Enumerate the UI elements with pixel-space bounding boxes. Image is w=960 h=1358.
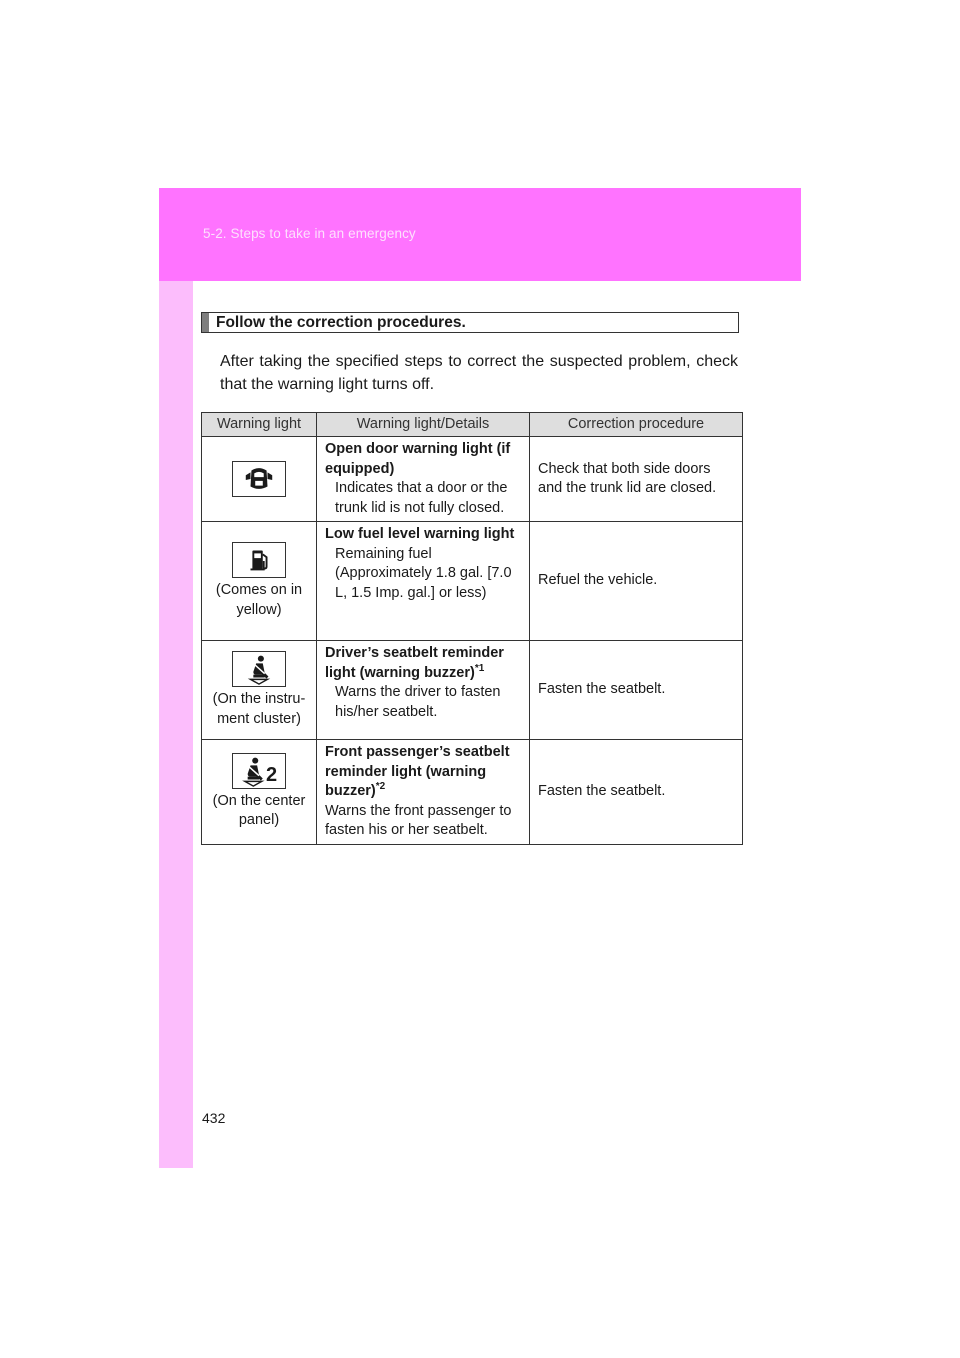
correction-cell: Fasten the seatbelt. [530, 740, 743, 845]
intro-paragraph: After taking the specified steps to correct the suspected problem, check that the warning light turns off. [220, 353, 738, 393]
correction-cell: Check that both side doors and the trunk lid are closed. [530, 437, 743, 522]
section-title: 5-2. Steps to take in an emergency [203, 226, 416, 241]
warning-light-cell [202, 641, 317, 740]
passenger-icon-label: 2 [266, 763, 278, 786]
details-cell [317, 437, 530, 522]
details-cell [317, 641, 530, 740]
warning-title: Open door warning light (if equipped) [325, 441, 511, 477]
warning-light-note: (On the instru- ment cluster) [212, 691, 306, 727]
footnote-marker: *1 [474, 662, 485, 674]
warning-light-cell [202, 437, 317, 522]
table-row [202, 740, 743, 845]
warning-title-text: Front passenger’s seatbelt reminder light (warning buzzer) [325, 744, 510, 799]
warning-light-cell [202, 522, 317, 641]
warning-detail: Indicates that a door or the trunk lid is not fully closed. [335, 480, 508, 516]
warning-light-note: (On the center panel) [212, 792, 306, 829]
table-row [202, 437, 743, 522]
warning-detail: Warns the driver to fasten his/her seatbelt. [335, 684, 501, 720]
warning-light-table [201, 412, 743, 845]
procedure-heading [201, 312, 739, 333]
footnote-marker: *2 [375, 781, 386, 793]
correction-cell: Refuel the vehicle. [530, 522, 743, 641]
procedure-heading-text: Follow the correction procedures. [216, 314, 466, 331]
fuel-pump-icon [232, 542, 286, 578]
warning-title [325, 743, 523, 802]
heading-marker [202, 313, 209, 332]
passenger-seatbelt-icon [232, 753, 286, 789]
warning-light-cell [202, 740, 317, 845]
warning-detail: Warns the front passenger to fasten his or her seatbelt. [325, 802, 512, 838]
table-row [202, 522, 743, 641]
table-header-row [202, 413, 743, 437]
page-number: 432 [202, 1110, 226, 1126]
seatbelt-icon [232, 651, 286, 687]
column-header-warning-light: Warning light [202, 413, 317, 437]
correction-cell: Fasten the seatbelt. [530, 641, 743, 740]
column-header-correction: Correction procedure [530, 413, 743, 437]
warning-title-text: Driver’s seatbelt reminder light (warning buzzer) [325, 645, 504, 681]
warning-light-note: (Comes on in yellow) [215, 582, 303, 618]
warning-title: Low fuel level warning light [325, 526, 515, 542]
details-cell [317, 740, 530, 845]
table-row [202, 641, 743, 740]
column-header-details: Warning light/Details [317, 413, 530, 437]
open-door-icon [232, 461, 286, 497]
warning-title [325, 644, 523, 683]
details-cell [317, 522, 530, 641]
warning-detail: Remaining fuel (Approximately 1.8 gal. [7.0 L, 1.5 Imp. gal.] or less) [335, 545, 512, 601]
side-tab-strip [159, 188, 193, 1168]
